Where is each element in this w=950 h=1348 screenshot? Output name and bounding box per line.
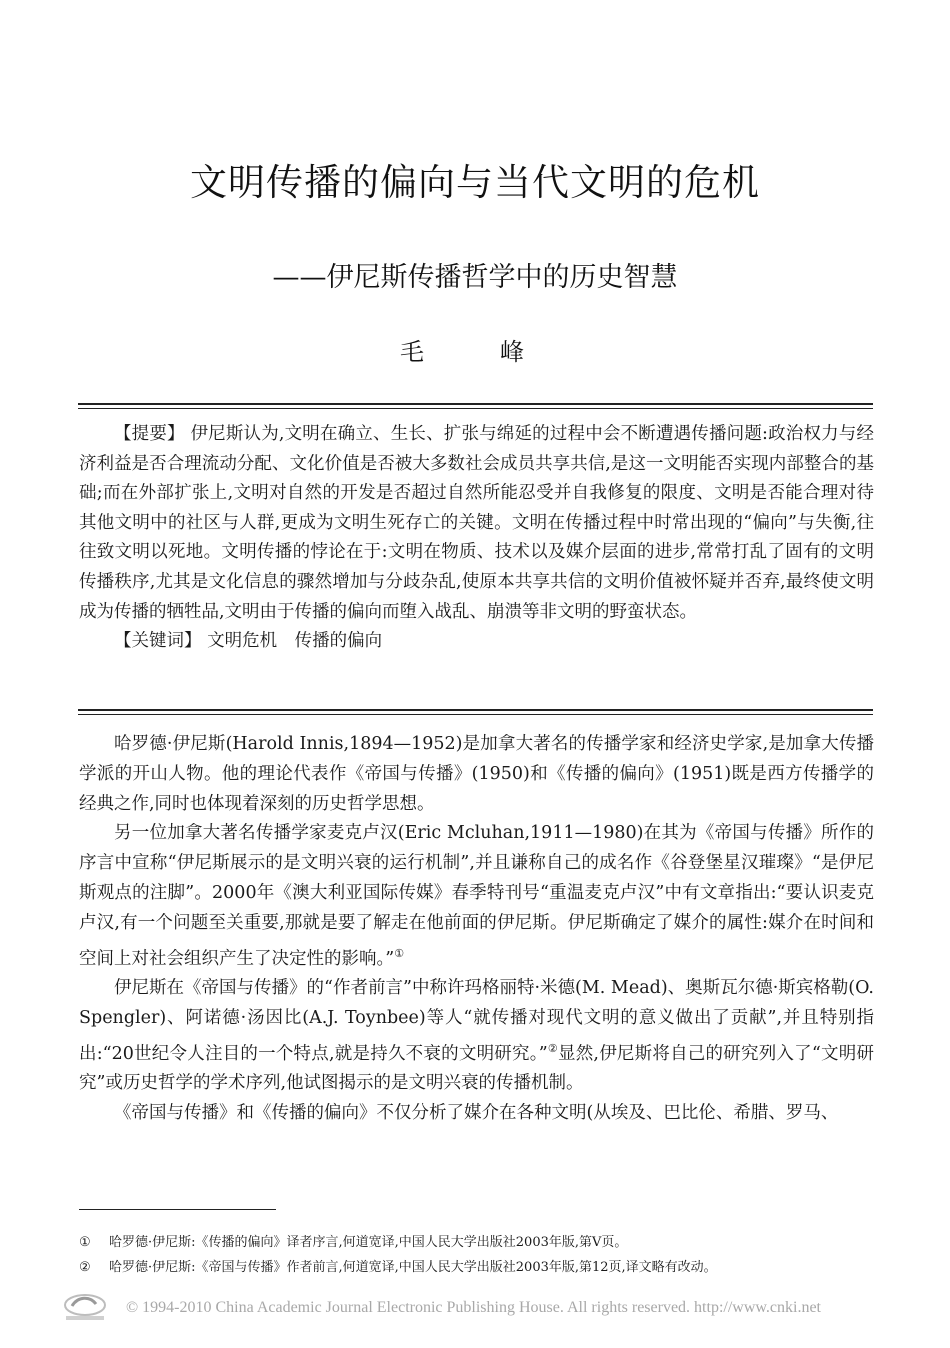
body-paragraph-3	[79, 974, 874, 1099]
body-paragraph-3-text-b: 显然,伊尼斯将自己的研究列入了“文明研究”或历史哲学的学术序列,他试图揭示的是文明兴衰的传播机制。	[79, 1043, 874, 1094]
footnote-text: 哈罗德·伊尼斯:《帝国与传播》作者前言,何道宽译,中国人民大学出版社2003年版,第12页,译文略有改动。	[109, 1260, 717, 1275]
abstract-label: 【提要】	[114, 424, 185, 444]
paper-title: 文明传播的偏向与当代文明的危机	[190, 161, 760, 204]
footnote-separator	[79, 1209, 276, 1210]
abstract-bottom-rule	[78, 709, 873, 715]
body-paragraph-2-text: 另一位加拿大著名传播学家麦克卢汉(Eric Mcluhan,1911—1980)在其为《帝国与传播》所作的序言中宣称“伊尼斯展示的是文明兴衰的运行机制”,并且谦称自己的成名作《谷登堡星汉璀璨》“是伊尼斯观点的注脚”。2000年《澳大利亚国际传媒》春季特刊号“重温麦克卢汉”中有文章指出:“要认识麦克卢汉,有一个问题至关重要,那就是要了解走在他前面的伊尼斯。伊尼斯确定了媒介的属性:媒介在时间和空间上对社会组织产生了决定性的影响。”	[79, 823, 874, 969]
body-paragraph-2	[79, 819, 874, 974]
footnote-ref-2[interactable]: ②	[547, 1041, 558, 1055]
paper-subtitle: ——伊尼斯传播哲学中的历史智慧	[272, 262, 678, 293]
body-paragraph-1: 哈罗德·伊尼斯(Harold Innis,1894—1952)是加拿大著名的传播学家和经济史学家,是加拿大传播学派的开山人物。他的理论代表作《帝国与传播》(1950)和《传播的偏向》(1951)既是西方传播学的经典之作,同时也体现着深刻的历史哲学思想。	[79, 734, 874, 814]
author-name: 毛 峰	[400, 338, 550, 366]
keywords-label: 【关键词】	[114, 631, 202, 652]
footnotes	[79, 1230, 874, 1280]
footnote-mark: ①	[79, 1235, 91, 1250]
keywords-line	[79, 627, 874, 657]
keywords-text: 文明危机 传播的偏向	[207, 631, 383, 652]
abstract-paragraph	[79, 420, 874, 627]
body-paragraph-3-text-a: 伊尼斯在《帝国与传播》的“作者前言”中称许玛格丽特·米德(M. Mead)、奥斯瓦尔德·斯宾格勒(O. Spengler)、阿诺德·汤因比(A.J. Toynbee)等人“就传播对现代文明的意义做出了贡献”,并且特别指出:“20世纪令人注目的一个特点,就是持久不衰的文明研究。”	[79, 978, 874, 1064]
abstract-section	[79, 420, 874, 657]
body-text	[79, 730, 874, 1129]
copyright-text: © 1994-2010 China Academic Journal Electronic Publishing House. All rights reserved. http://www.cnki.net	[126, 1299, 821, 1316]
abstract-text: 伊尼斯认为,文明在确立、生长、扩张与绵延的过程中会不断遭遇传播问题:政治权力与经济利益是否合理流动分配、文化价值是否被大多数社会成员共享共信,是这一文明能否实现内部整合的基础;而在外部扩张上,文明对自然的开发是否超过自然所能忍受并自我修复的限度、文明是否能合理对待其他文明中的社区与人群,更成为文明生死存亡的关键。文明在传播过程中时常出现的“偏向”与失衡,往往致文明以死地。文明传播的悖论在于:文明在物质、技术以及媒介层面的进步,常常打乱了固有的文明传播秩序,尤其是文化信息的骤然增加与分歧杂乱,使原本共享共信的文明价值被怀疑并否弃,最终使文明成为传播的牺牲品,文明由于传播的偏向而堕入战乱、崩溃等非文明的野蛮状态。	[79, 424, 874, 622]
copyright-bar	[60, 1292, 900, 1328]
abstract-top-rule	[78, 403, 873, 409]
footnote-mark: ②	[79, 1260, 91, 1275]
footnote-text: 哈罗德·伊尼斯:《传播的偏向》译者序言,何道宽译,中国人民大学出版社2003年版,第V页。	[109, 1235, 628, 1250]
cnki-logo-icon	[60, 1292, 110, 1322]
footnote-1	[79, 1230, 874, 1255]
footnote-2	[79, 1255, 874, 1280]
body-paragraph-4: 《帝国与传播》和《传播的偏向》不仅分析了媒介在各种文明(从埃及、巴比伦、希腊、罗马、	[114, 1103, 839, 1124]
footnote-ref-1[interactable]: ①	[394, 946, 405, 960]
